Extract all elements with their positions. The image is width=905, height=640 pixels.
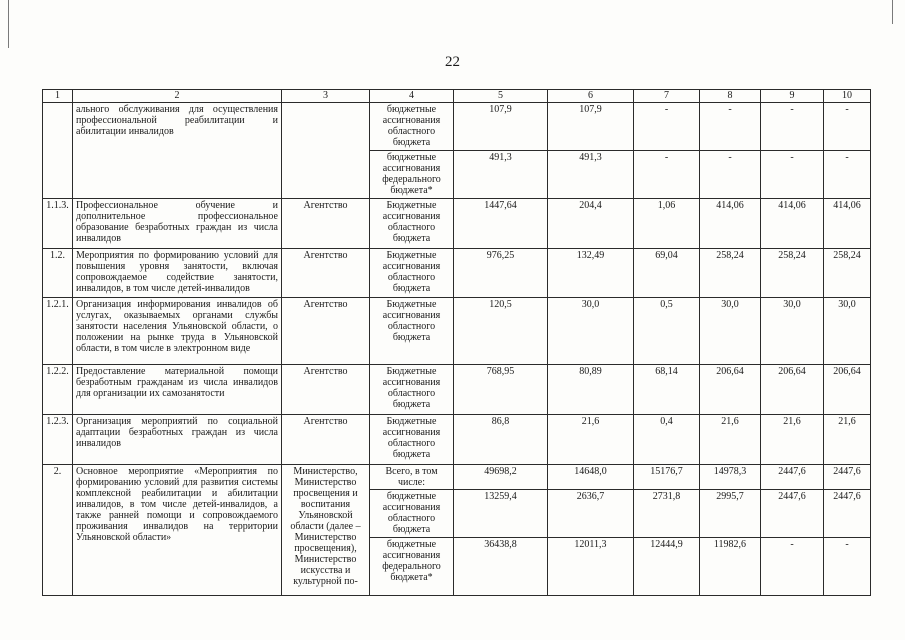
funding-source: бюджетные ассигнования федерального бюджета* (370, 538, 454, 596)
amount-cell: 69,04 (634, 249, 700, 298)
amount-cell: 206,64 (824, 365, 871, 415)
page-frame-right (892, 0, 893, 24)
row-number: 2. (43, 465, 73, 596)
amount-cell: 2447,6 (824, 490, 871, 538)
amount-cell: 30,0 (824, 298, 871, 365)
measure-description: ального обслуживания для осуществления профессиональной реабилитации и абилитации инвалидов (73, 103, 282, 199)
funding-source: бюджетные ассигнования федерального бюджета* (370, 151, 454, 199)
amount-cell: 0,5 (634, 298, 700, 365)
amount-cell: 36438,8 (454, 538, 548, 596)
page-frame-left (8, 0, 9, 48)
executor: Агентство (282, 298, 370, 365)
table-row (43, 465, 871, 490)
amount-cell: 2447,6 (761, 465, 824, 490)
amount-cell: 86,8 (454, 415, 548, 465)
amount-cell: 21,6 (824, 415, 871, 465)
funding-source: Всего, в том числе: (370, 465, 454, 490)
funding-source: Бюджетные ассигнования областного бюджета (370, 249, 454, 298)
amount-cell: - (634, 103, 700, 151)
column-number: 3 (282, 90, 370, 103)
amount-cell: 14648,0 (548, 465, 634, 490)
amount-cell: 768,95 (454, 365, 548, 415)
column-number: 7 (634, 90, 700, 103)
amount-cell: 258,24 (824, 249, 871, 298)
amount-cell: 2447,6 (761, 490, 824, 538)
measure-description: Мероприятия по формированию условий для повышения уровня занятости, включая сопровождаемое содействие занятости, инвалидов, в том числе детей-инвалидов (73, 249, 282, 298)
measure-description: Профессиональное обучение и дополнительное профессиональное образование безработных граждан из числа инвалидов (73, 199, 282, 249)
table-body (43, 90, 871, 596)
measure-description: Основное мероприятие «Мероприятия по формированию условий для развития системы комплексной реабилитации и абилитации инвалидов, в том числе детей-инвалидов, а также ранней помощи и сопровождаемого проживания инвалидов на территории Ульяновской области» (73, 465, 282, 596)
row-number: 1.1.3. (43, 199, 73, 249)
amount-cell: 30,0 (548, 298, 634, 365)
amount-cell: 80,89 (548, 365, 634, 415)
amount-cell: 120,5 (454, 298, 548, 365)
amount-cell: 21,6 (548, 415, 634, 465)
executor: Агентство (282, 199, 370, 249)
amount-cell: 414,06 (761, 199, 824, 249)
amount-cell: - (761, 151, 824, 199)
amount-cell: 68,14 (634, 365, 700, 415)
funding-source: Бюджетные ассигнования областного бюджета (370, 298, 454, 365)
column-number: 4 (370, 90, 454, 103)
amount-cell: 414,06 (700, 199, 761, 249)
measure-description: Предоставление материальной помощи безработным гражданам из числа инвалидов для организации их самозанятости (73, 365, 282, 415)
executor: Агентство (282, 365, 370, 415)
amount-cell: 2447,6 (824, 465, 871, 490)
amount-cell: 11982,6 (700, 538, 761, 596)
row-number: 1.2.3. (43, 415, 73, 465)
column-number: 9 (761, 90, 824, 103)
funding-source: Бюджетные ассигнования областного бюджета (370, 415, 454, 465)
amount-cell: 13259,4 (454, 490, 548, 538)
amount-cell: - (824, 538, 871, 596)
amount-cell: 2636,7 (548, 490, 634, 538)
amount-cell: - (700, 103, 761, 151)
amount-cell: 12444,9 (634, 538, 700, 596)
amount-cell: 414,06 (824, 199, 871, 249)
amount-cell: 49698,2 (454, 465, 548, 490)
amount-cell: - (824, 103, 871, 151)
column-number-row (43, 90, 871, 103)
amount-cell: 2731,8 (634, 490, 700, 538)
amount-cell: - (761, 538, 824, 596)
column-number: 5 (454, 90, 548, 103)
amount-cell: 206,64 (700, 365, 761, 415)
amount-cell: 204,4 (548, 199, 634, 249)
amount-cell: 2995,7 (700, 490, 761, 538)
column-number: 10 (824, 90, 871, 103)
amount-cell: 30,0 (761, 298, 824, 365)
amount-cell: 258,24 (761, 249, 824, 298)
amount-cell: 12011,3 (548, 538, 634, 596)
row-number (43, 103, 73, 199)
executor: Агентство (282, 249, 370, 298)
amount-cell: 132,49 (548, 249, 634, 298)
amount-cell: 976,25 (454, 249, 548, 298)
funding-source: бюджетные ассигнования областного бюджета (370, 490, 454, 538)
funding-source: Бюджетные ассигнования областного бюджета (370, 365, 454, 415)
row-number: 1.2.1. (43, 298, 73, 365)
measure-description: Организация информирования инвалидов об услугах, оказываемых органами службы занятости населения Ульяновской области, о положении на рынке труда в Ульяновской области, в том числе в электронном виде (73, 298, 282, 365)
amount-cell: 30,0 (700, 298, 761, 365)
amount-cell: 1447,64 (454, 199, 548, 249)
row-number: 1.2. (43, 249, 73, 298)
amount-cell: 21,6 (761, 415, 824, 465)
amount-cell: 21,6 (700, 415, 761, 465)
measure-description: Организация мероприятий по социальной адаптации безработных граждан из числа инвалидов (73, 415, 282, 465)
executor: Министерство, Министерство просвещения и воспитания Ульяновской области (далее – Министерство просвещения), Министерство искусства и культурной по- (282, 465, 370, 596)
row-number: 1.2.2. (43, 365, 73, 415)
amount-cell: - (824, 151, 871, 199)
amount-cell: 0,4 (634, 415, 700, 465)
amount-cell: 491,3 (454, 151, 548, 199)
amount-cell: - (700, 151, 761, 199)
column-number: 2 (73, 90, 282, 103)
amount-cell: - (634, 151, 700, 199)
funding-source: Бюджетные ассигнования областного бюджета (370, 199, 454, 249)
table-row (43, 365, 871, 415)
table-row (43, 249, 871, 298)
amount-cell: 1,06 (634, 199, 700, 249)
amount-cell: 491,3 (548, 151, 634, 199)
table-row (43, 103, 871, 151)
amount-cell: 15176,7 (634, 465, 700, 490)
column-number: 1 (43, 90, 73, 103)
page-number: 22 (445, 54, 460, 70)
amount-cell: 258,24 (700, 249, 761, 298)
amount-cell: - (761, 103, 824, 151)
column-number: 6 (548, 90, 634, 103)
amount-cell: 107,9 (454, 103, 548, 151)
funding-source: бюджетные ассигнования областного бюджета (370, 103, 454, 151)
table-row (43, 298, 871, 365)
amount-cell: 206,64 (761, 365, 824, 415)
amount-cell: 14978,3 (700, 465, 761, 490)
table-row (43, 199, 871, 249)
amount-cell: 107,9 (548, 103, 634, 151)
column-number: 8 (700, 90, 761, 103)
executor (282, 103, 370, 199)
table-row (43, 415, 871, 465)
executor: Агентство (282, 415, 370, 465)
budget-table (42, 89, 871, 596)
